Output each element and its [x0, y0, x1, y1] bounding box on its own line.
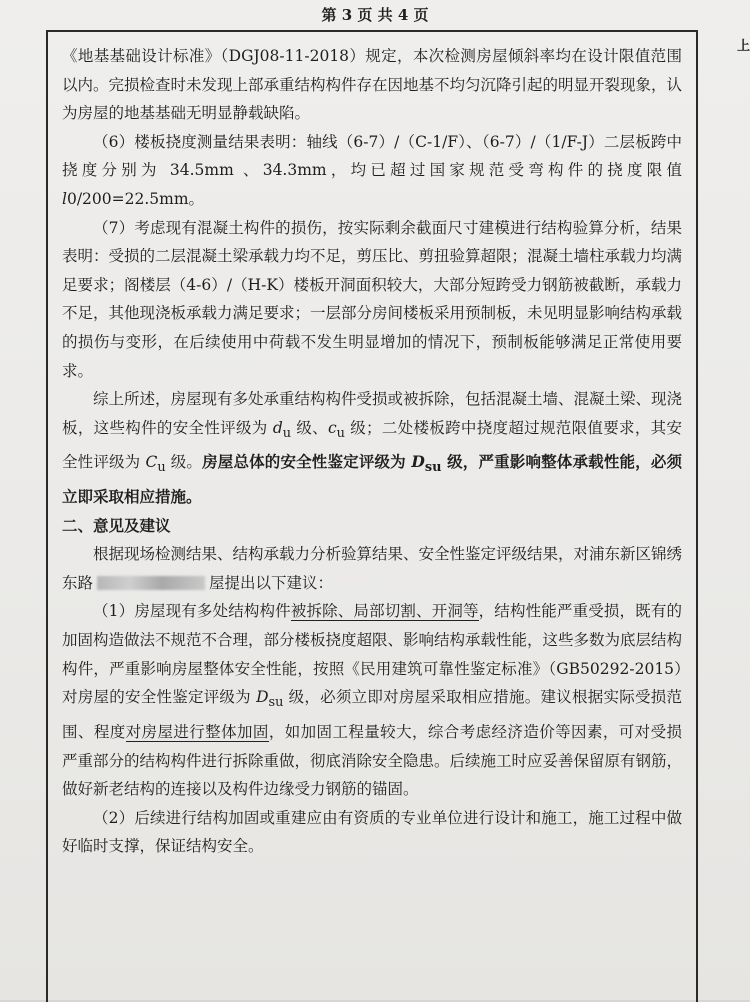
section-title-opinions: 二、意见及建议 — [62, 515, 171, 535]
paragraph-intro: 根据现场检测结果、结构承载力分析验算结果、安全性鉴定评级结果，对浦东新区锦绣东路 屋提出以下建议： — [62, 545, 683, 592]
paragraph-foundation: 《地基基础设计标准》（DGJ08-11-2018）规定，本次检测房屋倾斜率均在设计限值范围以内。完损检查时未发现上部承重结构构件存在因地基不均匀沉降引起的明显开裂现象，认为房屋的地基基础无明显静载缺陷。 — [62, 47, 683, 123]
paragraph-recommendation-1: （1）房屋现有多处结构构件被拆除、局部切割、开洞等，结构性能严重受损，既有的加固构造做法不规范不合理，部分楼板挠度超限、影响结构承载性能，这些多数为底层结构构件，严重影响房屋整体安全性能，按照《民用建筑可靠性鉴定标准》（GB50292-2015）对房屋的安全性鉴定评级为 $D_{su}$ 级，必须立即对房屋采取相应措施。建议根据实际受损范围、程度对房屋进行整体加固，如加固工程量较大，综合考虑经济造价等因素，可对受损严重部分的结构构件进行拆除重做，彻底消除安全隐患。后续施工时应妥善保留原有钢筋，做好新老结构的连接以及构件边缘受力钢筋的锚固。 — [62, 602, 683, 799]
summary-conclusion: 房屋总体的安全性鉴定评级为 $D_{su}$ 级，严重影响整体承载性能，必须立即采取相应措施。 — [62, 452, 683, 507]
side-mark: 上 — [736, 39, 750, 54]
redacted-address — [97, 576, 205, 590]
report-body — [62, 42, 682, 861]
paragraph-recommendation-2: （2）后续进行结构加固或重建应由有资质的专业单位进行设计和施工，施工过程中做好临时支撑，保证结构安全。 — [62, 808, 682, 856]
underlined-text: 对房屋进行整体加固 — [125, 722, 269, 741]
paragraph-slab-deflection: （6）楼板挠度测量结果表明：轴线（6-7）/（C-1/F）、（6-7）/（1/F-J）二层板跨中挠度分别为 34.5mm 、34.3mm，均已超过国家规范受弯构件的挠度限值 l0/200=22.5mm。 — [62, 132, 682, 208]
page-header: 第 3 页 共 4 页 — [321, 6, 429, 24]
paragraph-structural-analysis: （7）考虑现有混凝土构件的损伤，按实际剩余截面尺寸建模进行结构验算分析，结果表明：受损的二层混凝土梁承载力均不足，剪压比、剪扭验算超限；混凝土墙柱承载力均满足要求；阁楼层（4-6）/（H-K）楼板开洞面积较大，大部分短跨受力钢筋被截断，承载力不足，其他现浇板承载力满足要求；一层部分房间楼板采用预制板，未见明显影响结构承载的损伤与变形，在后续使用中荷载不发生明显增加的情况下，预制板能够满足正常使用要求。 — [62, 218, 683, 380]
underlined-text: 被拆除、局部切割、开洞等 — [290, 602, 479, 621]
paragraph-summary: 综上所述，房屋现有多处承重结构构件受损或被拆除，包括混凝土墙、混凝土梁、现浇板，这些构件的安全性评级为 $d_u$ 级、$c_u$ 级；二处楼板跨中挠度超过规范限值要求，其安全性评级为 $C_u$ 级。房屋总体的安全性鉴定评级为 $D_{su}$ 级，严重影响整体承载性能，必须立即采取相应措施。 — [62, 390, 683, 507]
